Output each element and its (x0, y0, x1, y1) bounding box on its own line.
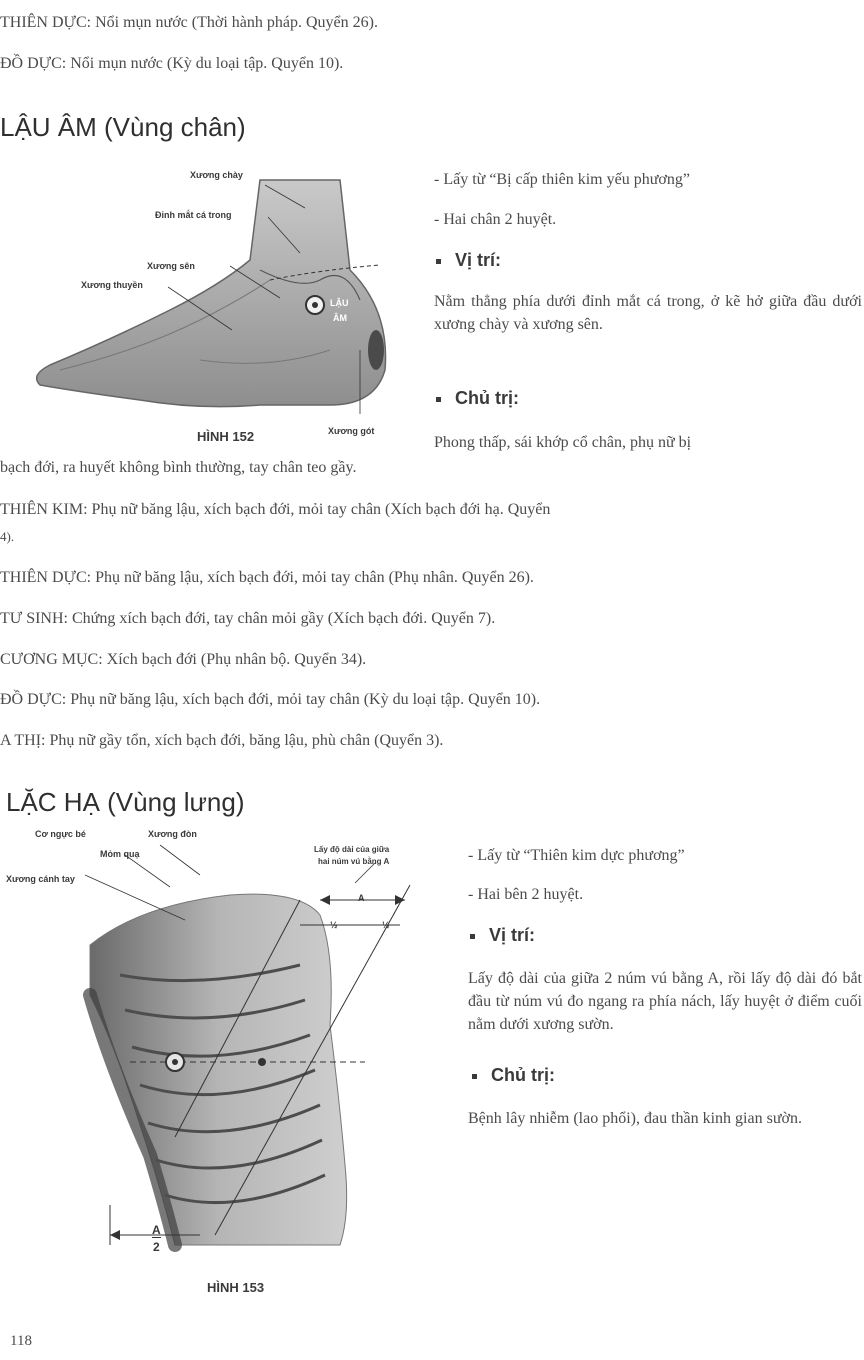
foot-illustration (0, 160, 420, 430)
lau-am-source: - Lấy từ “Bị cấp thiên kim yếu phương” (434, 171, 690, 188)
text-line-thien-kim-cont: 4). (0, 529, 15, 544)
label-lau: LẬU (330, 298, 349, 308)
label-half-right: ½ (382, 920, 390, 930)
text-line-a-thi: A THỊ: Phụ nữ gầy tổn, xích bạch đới, băng lậu, phù chân (Quyển 3). (0, 732, 444, 749)
label-dinh-mat-ca-trong: Đỉnh mắt cá trong (155, 210, 232, 220)
figure-caption-152: HÌNH 152 (197, 429, 255, 444)
bullet-icon (470, 934, 475, 939)
lau-am-vitri-text: Nằm thẳng phía dưới đỉnh mắt cá trong, ở kẽ hở giữa đầu dưới xương chày và xương sên. (434, 293, 862, 333)
label-lay-do-dai-1: Lấy độ dài của giữa (314, 845, 390, 854)
text-line-thien-duc-top: THIÊN DỰC: Nổi mụn nước (Thời hành pháp. Quyển 26). (0, 14, 378, 31)
lac-ha-chutri-label: Chủ trị: (491, 1065, 555, 1085)
label-a-numerator: A (152, 1223, 161, 1237)
text-line-thien-duc: THIÊN DỰC: Phụ nữ băng lậu, xích bạch đới, mỏi tay chân (Phụ nhân. Quyển 26). (0, 569, 534, 586)
lac-ha-chutri-heading (472, 1065, 555, 1086)
text-line-cuong-muc: CƯƠNG MỤC: Xích bạch đới (Phụ nhân bộ. Quyển 34). (0, 651, 367, 668)
label-mom-qua: Mỏm quạ (100, 849, 140, 859)
label-xuong-canh-tay: Xương cánh tay (6, 874, 75, 884)
text-line-thien-kim: THIÊN KIM: Phụ nữ băng lậu, xích bạch đới, mỏi tay chân (Xích bạch đới hạ. Quyển (0, 501, 551, 518)
lac-ha-source: - Lấy từ “Thiên kim dực phương” (468, 847, 685, 864)
lau-am-chutri-heading (436, 388, 519, 409)
section-title-lau-am: LẬU ÂM (Vùng chân) (0, 112, 246, 142)
bullet-icon (472, 1074, 477, 1079)
lac-ha-vitri-text: Lấy độ dài của giữa 2 núm vú bằng A, rồi lấy độ dài đó bắt đầu từ núm vú đo ngang ra phía nách, lấy huyệt ở điểm cuối nằm dưới xương sườn. (468, 970, 862, 1033)
lac-ha-vitri-label: Vị trí: (489, 925, 536, 945)
label-am: ÂM (333, 313, 347, 323)
label-xuong-sen: Xương sên (147, 261, 195, 271)
lac-ha-chutri-text: Bệnh lây nhiễm (lao phổi), đau thần kinh gian sườn. (468, 1110, 802, 1127)
text-line-do-duc-top: ĐỒ DỰC: Nổi mụn nước (Kỳ du loại tập. Quyển 10). (0, 55, 344, 72)
page-number: 118 (10, 1333, 32, 1349)
lac-ha-vitri-heading (470, 925, 535, 946)
torso-illustration (0, 825, 460, 1255)
label-half-left: ½ (330, 920, 338, 930)
lau-am-chutri-text-1: Phong thấp, sái khớp cổ chân, phụ nữ bị (434, 434, 692, 451)
label-xuong-chay: Xương chày (190, 170, 243, 180)
label-a-denominator: 2 (153, 1240, 160, 1254)
text-line-do-duc: ĐỒ DỰC: Phụ nữ băng lậu, xích bạch đới, mỏi tay chân (Kỳ du loại tập. Quyển 10). (0, 691, 541, 708)
lau-am-vitri-heading (436, 250, 501, 271)
figure-caption-153: HÌNH 153 (207, 1280, 265, 1295)
lau-am-chutri-label: Chủ trị: (455, 388, 519, 408)
bullet-icon (436, 397, 441, 402)
bullet-icon (436, 259, 441, 264)
label-xuong-thuyen: Xương thuyền (81, 280, 143, 290)
label-xuong-got: Xương gót (328, 426, 375, 436)
section-title-lac-ha: LẶC HẠ (Vùng lưng) (6, 787, 245, 817)
label-co-nguc-be: Cơ ngực bé (35, 829, 86, 839)
lau-am-chutri-text-2: bạch đới, ra huyết không bình thường, tay chân teo gầy. (0, 459, 357, 476)
lau-am-count: - Hai chân 2 huyệt. (434, 211, 557, 228)
text-line-tu-sinh: TƯ SINH: Chứng xích bạch đới, tay chân mỏi gầy (Xích bạch đới. Quyển 7). (0, 610, 496, 627)
label-lay-do-dai-2: hai núm vú bằng A (318, 857, 390, 866)
label-a: A (358, 893, 365, 903)
lac-ha-count: - Hai bên 2 huyệt. (468, 886, 584, 903)
lau-am-vitri-label: Vị trí: (455, 250, 502, 270)
label-xuong-don: Xương đòn (148, 829, 197, 839)
